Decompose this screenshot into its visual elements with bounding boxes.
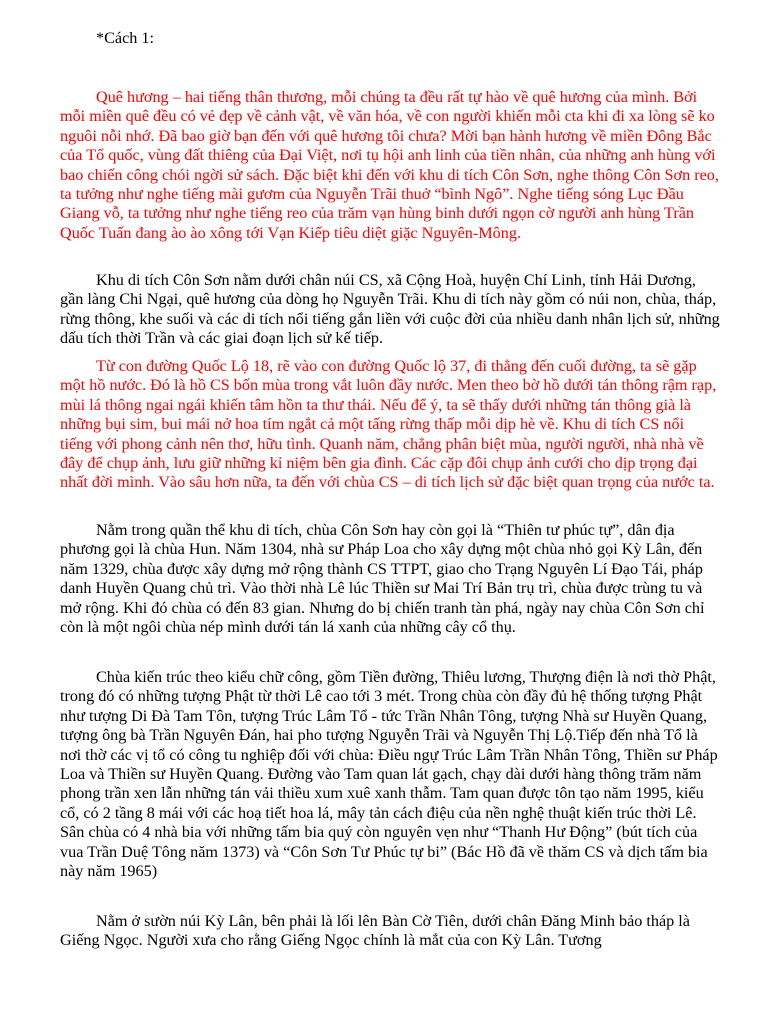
paragraph-pagoda-history: Nằm trong quần thể khu di tích, chùa Côn Sơn hay còn gọi là “Thiên tư phúc tự”, dân địa phương gọi là chùa Hun. Năm 1304, nhà sư Pháp Loa cho xây dựng một chùa nhỏ gọi Kỳ Lân, đến năm 1329, chùa được xây dựng mở rộng thành CS TTPT, giao cho Trạng Nguyên Lí Đạo Tái, pháp danh Huyền Quang chủ trì. Vào thời nhà Lê lúc Thiền sư Mai Trí Bản trụ trì, chùa được trùng tu và mở rộng. Khi đó chùa có đến 83 gian. Nhưng do bị chiến tranh tàn phá, ngày nay chùa Côn Sơn chỉ còn là một ngôi chùa nép mình dưới tán lá xanh của những cây cổ thụ. — [60, 521, 705, 637]
paragraph-route: Từ con đường Quốc Lộ 18, rẽ vào con đường Quốc lộ 37, đi thẳng đến cuối đường, ta sẽ gặp một hồ nước. Đó là hồ CS bốn mùa trong vắt luôn đầy nước. Men theo bờ hồ dưới tán thông rậm rạp, mùi lá thông ngai ngái khiến tâm hồn ta thư thái. Nếu để ý, ta sẽ thấy dưới những tán thông già là những bụi sim, bui mái nở hoa tím ngắt cả một tấng rừng thấp mỗi dịp hè về. Khu di tích CS nổi tiếng với phong cảnh nên thơ, hữu tình. Quanh năm, chẳng phân biệt mùa, người người, nhà nhà về đây để chụp ảnh, lưu giữ những kỉ niệm bên gia đình. Các cặp đôi chụp ảnh cưới cho dịp trọng đại nhất đời mình. Vào sâu hơn nữa, ta đến với chùa CS – di tích lịch sử đặc biệt quan trọng của nước ta. — [60, 357, 717, 492]
paragraph-location: Khu di tích Côn Sơn nằm dưới chân núi CS, xã Cộng Hoà, huyện Chí Linh, tỉnh Hải Dương, gần làng Chi Ngại, quê hương của dòng họ Nguyễn Trãi. Khu di tích này gồm có núi non, chùa, tháp, rừng thông, khe suối và các di tích nổi tiếng gắn liền với cuộc đời của nhiều danh nhân lịch sử, những dấu tích thời Trần và các giai đoạn lịch sử kế tiếp. — [60, 271, 720, 348]
paragraph-intro: Quê hương – hai tiếng thân thương, mỗi chúng ta đều rất tự hào về quê hương của mình. Bởi mỗi miền quê đều có vẻ đẹp về cảnh vật, về văn hóa, về con người khiến mỗi cta khi đi xa lòng sẽ ko nguôi nỗi nhớ. Đã bao giờ bạn đến với quê hương tôi chưa? Mời bạn hành hương về miền Đông Bắc của Tổ quốc, vùng đất thiêng của Đại Việt, nơi tụ hội anh linh của tiền nhân, của những anh hùng với bao chiến công chói ngời sử sách. Đặc biệt khi đến với khu di tích Côn Sơn, nghe thông Côn Sơn reo, ta tưởng như nghe tiếng mài gươm của Nguyễn Trãi thuở “bình Ngô”. Nghe tiếng sóng Lục Đầu Giang vỗ, ta tưởng như nghe tiếng reo của trăm vạn hùng binh dưới ngọn cờ người anh hùng Trần Quốc Tuấn đang ào ào xông tới Vạn Kiếp tiêu diệt giặc Nguyên-Mông. — [60, 88, 719, 242]
section-heading: *Cách 1: — [96, 29, 154, 47]
paragraph-architecture: Chùa kiến trúc theo kiểu chữ công, gồm Tiền đường, Thiêu lương, Thượng điện là nơi thờ Phật, trong đó có những tượng Phật từ thời Lê cao tới 3 mét. Trong chùa còn đầy đủ hệ thống tượng Phật như tượng Di Đà Tam Tôn, tượng Trúc Lâm Tổ - tức Trần Nhân Tông, tượng Nhà sư Huyền Quang, tượng ông bà Trần Nguyên Đán, hai pho tượng Nguyễn Trãi và Nguyễn Thị Lộ.Tiếp đến nhà Tổ là nơi thờ các vị tổ có công tu nghiệp đối với chùa: Điều ngự Trúc Lâm Trần Nhân Tông, Thiền sư Pháp Loa và Thiền sư Huyền Quang. Đường vào Tam quan lát gạch, chạy dài dưới hàng thông trăm năm phong trần xen lẫn những tán vải thiều xum xuê xanh thẫm. Tam quan được tôn tạo năm 1995, kiểu cổ, có 2 tầng 8 mái với các hoạ tiết hoa lá, mây tản cách điệu của nền nghệ thuật kiến trúc thời Lê. Sân chùa có 4 nhà bia với những tấm bia quý còn nguyên vẹn như “Thanh Hư Động” (bút tích của vua Trần Duệ Tông năm 1373) và “Côn Sơn Tư Phúc tự bi” (Bác Hồ đã về thăm CS và dịch tấm bia này năm 1965) — [60, 668, 718, 881]
paragraph-ngoc-well: Nằm ở sườn núi Kỳ Lân, bên phải là lối lên Bàn Cờ Tiên, dưới chân Đăng Minh bảo tháp là Giếng Ngọc. Người xưa cho rằng Giếng Ngọc chính là mắt của con Kỳ Lân. Tương — [60, 912, 690, 950]
